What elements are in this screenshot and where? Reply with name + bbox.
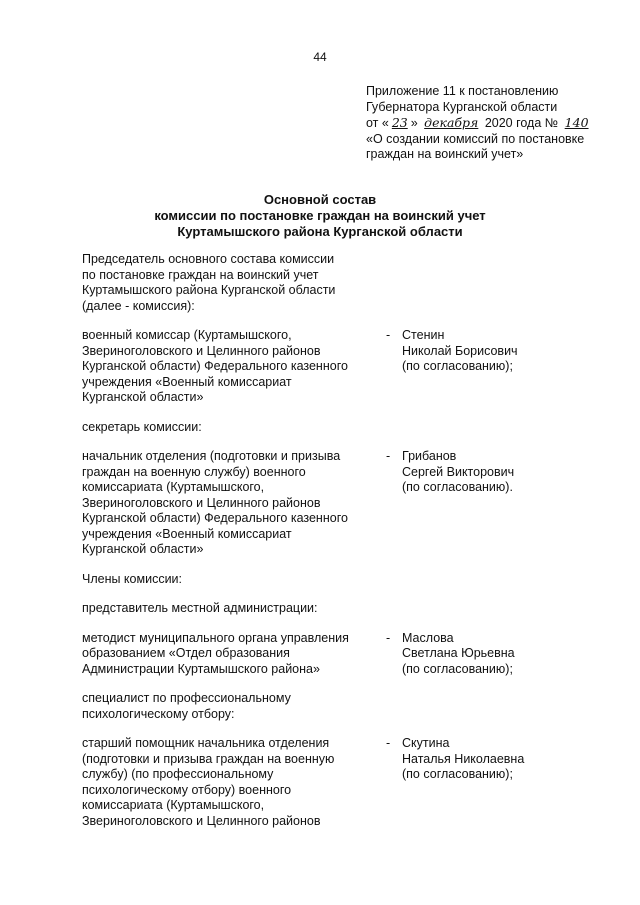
appendix-header (366, 84, 592, 163)
handwritten-day: 23 (391, 115, 408, 130)
name-line: (по согласованию). (402, 480, 513, 494)
appendix-line-2: Губернатора Курганской области (366, 99, 558, 114)
position-line: Администрации Куртамышского района» (82, 661, 320, 676)
position-line: методист муниципального органа управления (82, 630, 349, 645)
label-line: специалист по профессиональному (82, 691, 291, 705)
document-title (0, 192, 640, 240)
dash: - (386, 328, 391, 342)
secretary-label: секретарь комиссии: (82, 419, 202, 434)
position-line: военный комиссар (Куртамышского, (82, 328, 292, 342)
position-line: старший помощник начальника отделения (82, 736, 330, 750)
date-day-close: » (410, 116, 418, 130)
chairman-intro (82, 252, 542, 314)
position-line: Звериноголовского и Целинного районов (82, 495, 321, 510)
name-line: (по согласованию); (402, 767, 513, 781)
position-line: Курганской области) Федерального казенного (82, 511, 348, 525)
member-name (402, 631, 542, 678)
label-line: психологическому отбору: (82, 706, 235, 721)
title-line-3: Куртамышского района Курганской области (177, 224, 463, 239)
member-position (82, 736, 382, 829)
name-line: Маслова (402, 630, 454, 645)
position-line: начальник отделения (подготовки и призыва (82, 449, 341, 463)
chairman-name (402, 328, 542, 406)
secretary-position (82, 449, 382, 558)
position-line: граждан на военную службу) военного (82, 464, 306, 479)
member-name (402, 736, 542, 829)
position-line: Курганской области) Федерального казенного (82, 359, 348, 373)
chairman-position (82, 328, 382, 406)
members-label: Члены комиссии: (82, 571, 183, 586)
name-line: Стенин (402, 328, 445, 342)
chairman-intro-line: Куртамышского района Курганской области (82, 283, 336, 297)
position-line: психологическому отбору) военного (82, 782, 292, 797)
position-line: службу) (по профессиональному (82, 767, 274, 781)
appendix-line-5: граждан на воинский учет» (366, 147, 524, 161)
page-number: 44 (313, 50, 327, 64)
name-line: (по согласованию); (402, 359, 513, 373)
position-line: комиссариата (Куртамышского, (82, 798, 265, 812)
appendix-line-4: «О создании комиссий по постановке (366, 131, 585, 146)
position-line: Звериноголовского и Целинного районов (82, 343, 321, 358)
member-entry (82, 631, 542, 678)
position-line: образованием «Отдел образования (82, 646, 290, 660)
title-line-2: комиссии по постановке граждан на воинский учет (154, 208, 486, 223)
local-admin-label: представитель местной администрации: (82, 601, 318, 615)
dash: - (386, 449, 391, 463)
name-line: Николай Борисович (402, 343, 518, 358)
dash: - (386, 736, 391, 750)
member-entry (82, 736, 542, 829)
name-line: Сергей Викторович (402, 464, 515, 479)
title-line-1: Основной состав (263, 192, 377, 207)
name-line: Грибанов (402, 449, 457, 463)
handwritten-month: декабря (424, 115, 479, 130)
chairman-intro-line: Председатель основного состава комиссии (82, 252, 335, 266)
chairman-intro-line: по постановке граждан на воинский учет (82, 267, 319, 282)
name-line: Светлана Юрьевна (402, 646, 515, 660)
name-line: (по согласованию); (402, 661, 513, 676)
chairman-entry (82, 328, 542, 406)
chairman-intro-line: (далее - комиссия): (82, 298, 195, 313)
secretary-name (402, 449, 542, 558)
member-position (82, 631, 382, 678)
date-prefix: от « (366, 116, 389, 130)
position-line: Курганской области» (82, 542, 204, 556)
appendix-line-1: Приложение 11 к постановлению (366, 84, 559, 98)
position-line: Курганской области» (82, 390, 204, 404)
appendix-date-line (366, 115, 592, 132)
psych-specialist-label (82, 691, 542, 722)
position-line: комиссариата (Куртамышского, (82, 480, 265, 494)
position-line: учреждения «Военный комиссариат (82, 526, 292, 541)
name-line: Наталья Николаевна (402, 751, 525, 766)
name-line: Скутина (402, 736, 450, 750)
secretary-entry (82, 449, 542, 558)
position-line: (подготовки и призыва граждан на военную (82, 751, 335, 766)
composition-body (82, 252, 542, 829)
position-line: Звериноголовского и Целинного районов (82, 813, 321, 828)
handwritten-number: 140 (564, 115, 589, 130)
date-year: 2020 года № (484, 116, 559, 130)
position-line: учреждения «Военный комиссариат (82, 374, 292, 389)
dash: - (386, 630, 391, 645)
